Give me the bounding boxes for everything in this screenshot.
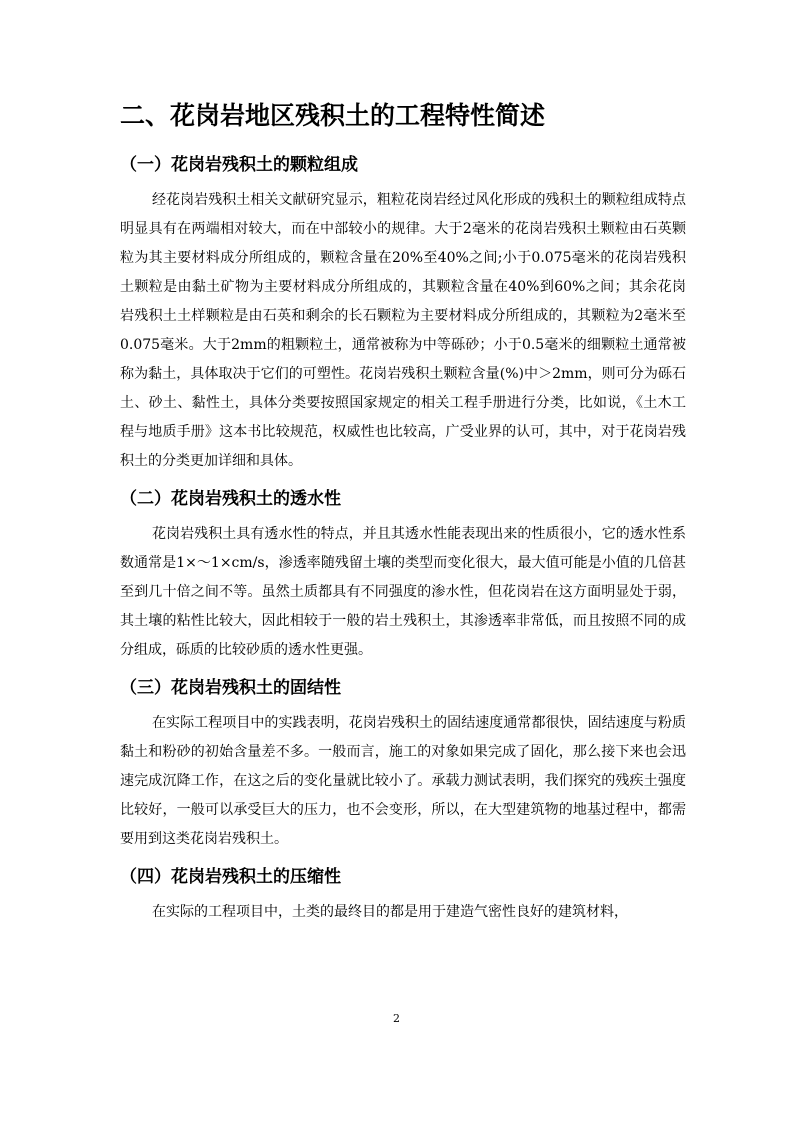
section-body-consolidation: 在实际工程项目中的实践表明，花岗岩残积土的固结速度通常都很快，固结速度与粉质黏土和粉砂的初始含量差不多。一般而言，施工的对象如果完成了固化，那么接下来也会迅速完成沉降工作，在这之后的变化量就比较小了。承载力测试表明，我们探究的残疾土强度比较好，一般可以承受巨大的压力，也不会变形，所以，在大型建筑物的地基过程中，都需要用到这类花岗岩残积土。 — [120, 715, 686, 847]
section-title-consolidation: （三）花岗岩残积土的固结性 — [120, 678, 341, 698]
section-body-particle-composition: 经花岗岩残积土相关文献研究显示，粗粒花岗岩经过风化形成的残积土的颗粒组成特点明显具有在两端相对较大，而在中部较小的规律。大于2毫米的花岗岩残积土颗粒由石英颗粒为其主要材料成分所组成的，颗粒含量在20%至40%之间;小于0.075毫米的花岗岩残积土颗粒是由黏土矿物为主要材料成分所组成的，其颗粒含量在40%到60%之间；其余花岗岩残积土土样颗粒是由石英和剩余的长石颗粒为主要材料成分所组成的，其颗粒为2毫米至0.075毫米。大于2mm的粗颗粒土，通常被称为中等砾砂；小于0.5毫米的细颗粒土通常被称为黏土，具体取决于它们的可塑性。花岗岩残积土颗粒含量(%)中＞2mm，则可分为砾石土、砂土、黏性土，具体分类要按照国家规定的相关工程手册进行分类，比如说，《土木工程与地质手册》这本书比较规范，权威性也比较高，广受业界的认可，其中，对于花岗岩残积土的分类更加详细和具体。 — [120, 192, 686, 469]
section-title-permeability: （二）花岗岩残积土的透水性 — [120, 489, 341, 509]
section-body-permeability: 花岗岩残积土具有透水性的特点，并且其透水性能表现出来的性质很小，它的透水性系数通常是1×～1×cm/s，渗透率随残留土壤的类型而变化很大，最大值可能是小值的几倍甚至到几十倍之间不等。虽然土质都具有不同强度的渗水性，但花岗岩在这方面明显处于弱，其土壤的粘性比较大，因此相较于一般的岩土残积土，其渗透率非常低，而且按照不同的成分组成，砾质的比较砂质的透水性更强。 — [120, 526, 686, 658]
chapter-heading: 二、花岗岩地区残积土的工程特性简述 — [120, 101, 546, 130]
section-body-compressibility: 在实际的工程项目中，土类的最终目的都是用于建造气密性良好的建筑材料， — [152, 904, 628, 920]
page-number: 2 — [393, 1012, 400, 1025]
section-title-compressibility: （四）花岗岩残积土的压缩性 — [120, 867, 341, 887]
document-page — [120, 96, 686, 935]
section-title-particle-composition: （一）花岗岩残积土的颗粒组成 — [120, 155, 358, 175]
